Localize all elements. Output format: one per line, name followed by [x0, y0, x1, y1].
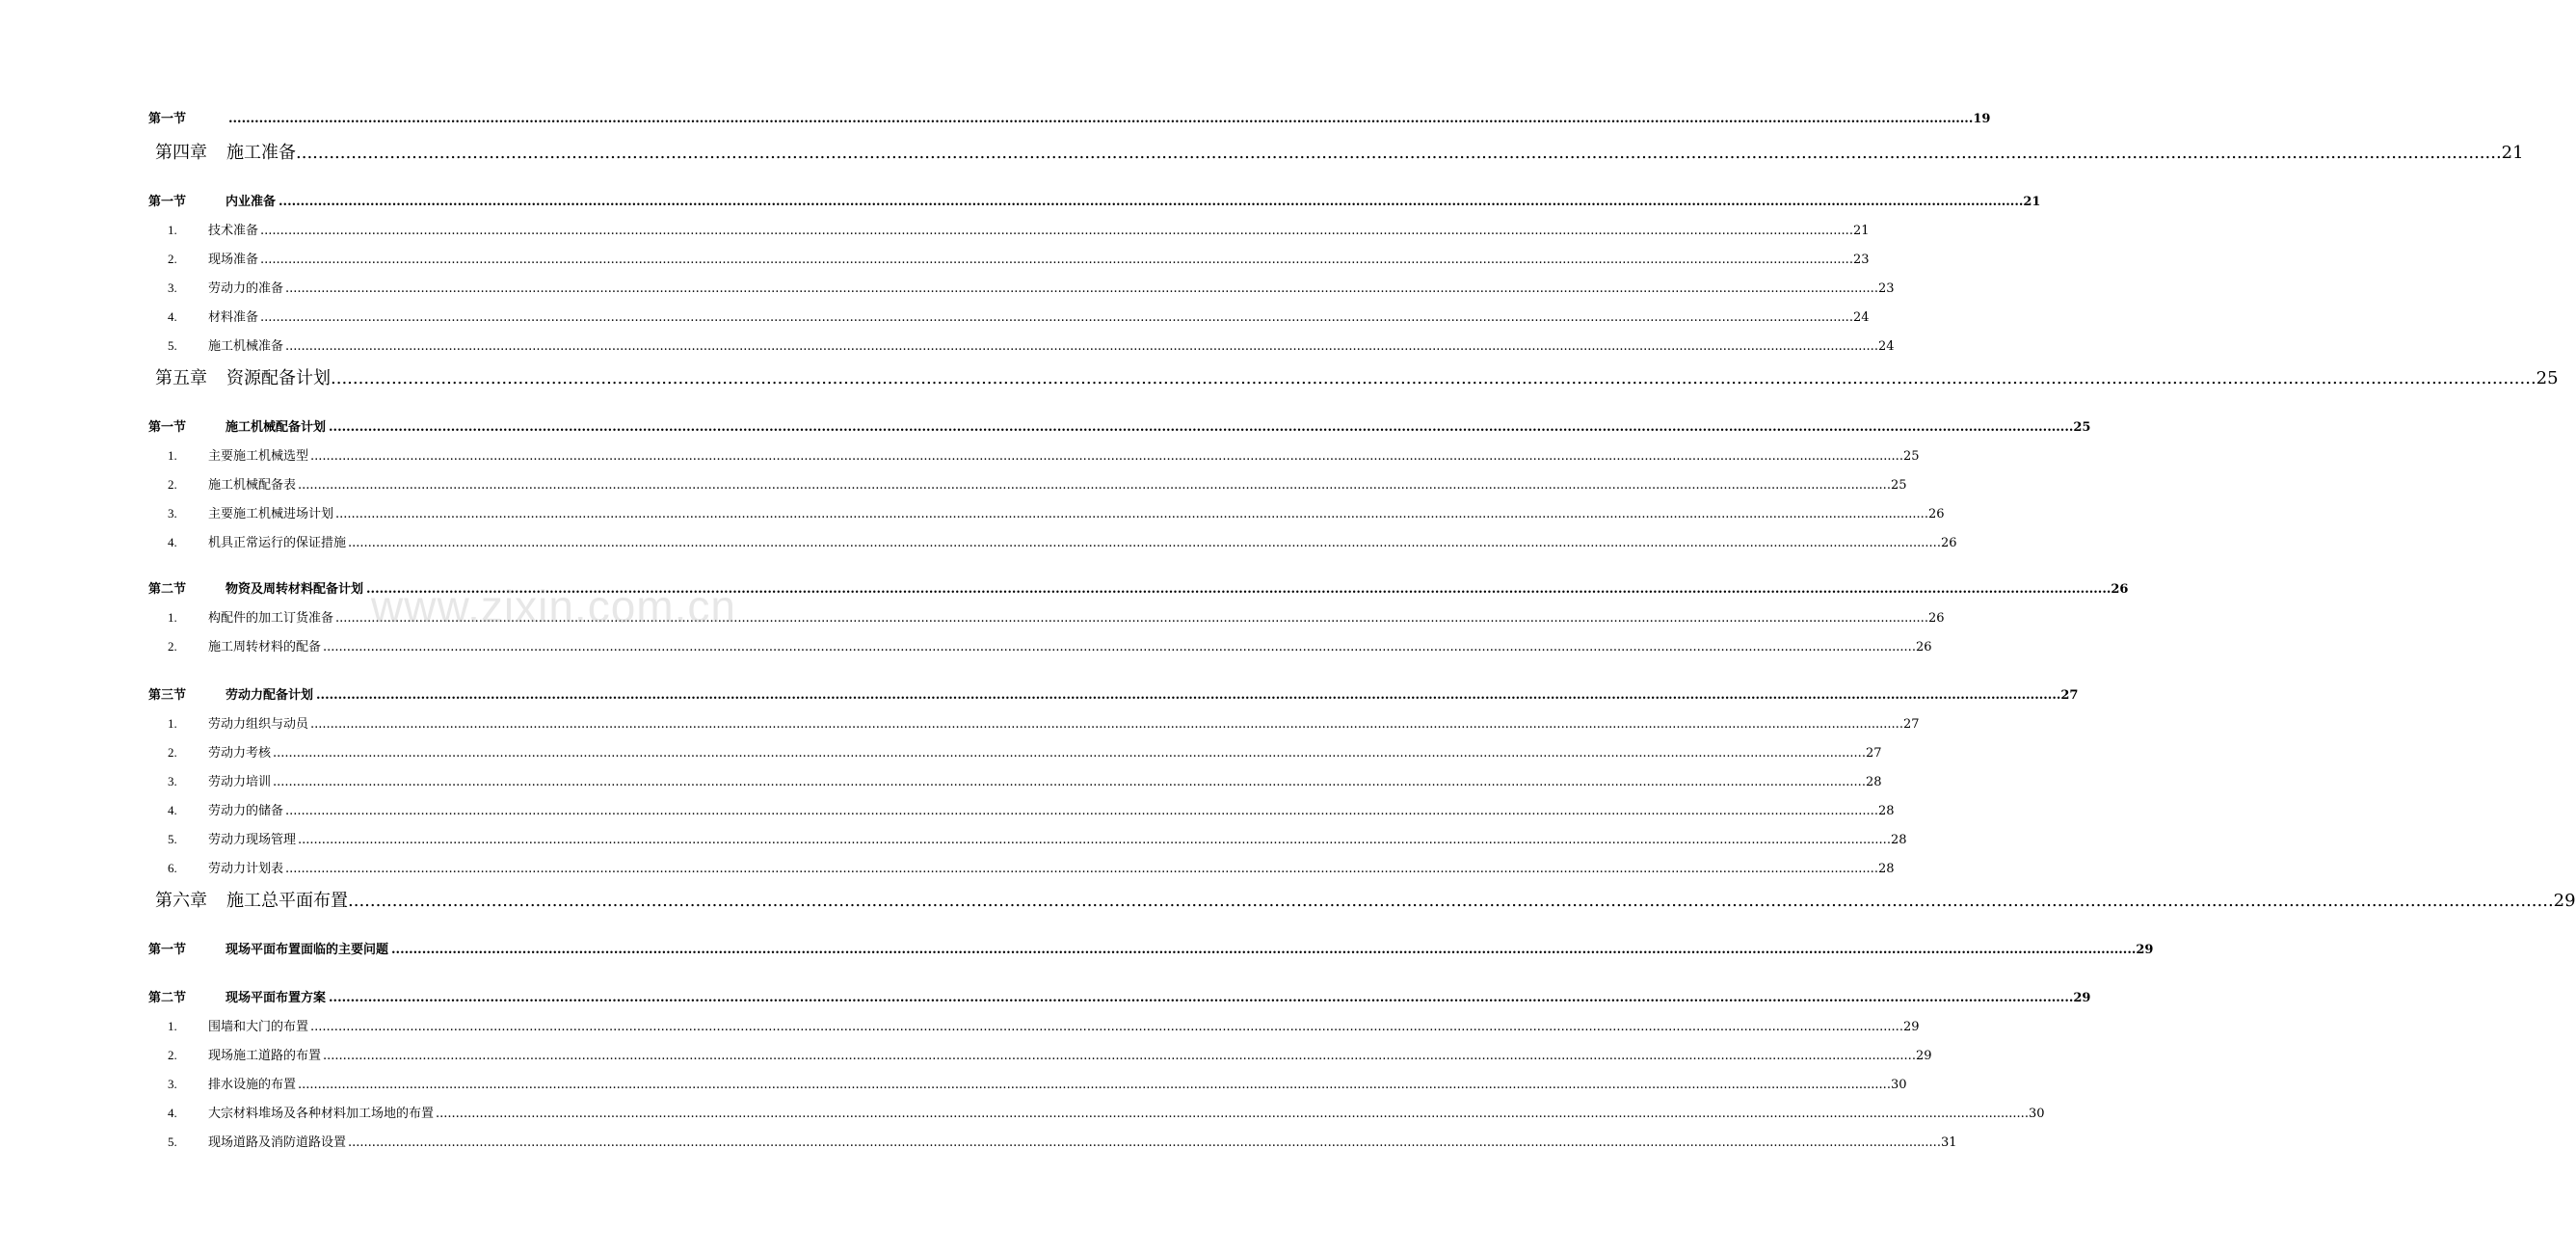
toc-item-row[interactable] — [168, 713, 1920, 732]
toc-item-row[interactable] — [168, 771, 1882, 789]
toc-page-number: 27 — [1902, 717, 1920, 732]
toc-entry-number: 5. — [168, 338, 177, 353]
toc-page-number: 26 — [1927, 507, 1945, 521]
toc-page-number: 25 — [2073, 420, 2091, 435]
toc-page-number: 29 — [2073, 991, 2091, 1005]
toc-item-row[interactable] — [168, 829, 1907, 847]
toc-page-number: 29 — [2553, 891, 2576, 911]
toc-chapter-row[interactable] — [155, 139, 2524, 164]
toc-entry-title: 主要施工机械选型 — [208, 449, 309, 464]
toc-entry-title: 现场准备 — [208, 253, 259, 267]
dot-leader: ................................................................................................................................................................................................................................................................................................................................................................................................................ — [436, 1107, 2029, 1121]
toc-item-row[interactable] — [168, 307, 1870, 325]
toc-section-row[interactable] — [148, 987, 2091, 1005]
dot-leader: ................................................................................................................................................................................................................................................................................................................................................................................................................ — [348, 1135, 1941, 1150]
toc-page-number: 24 — [1877, 339, 1895, 354]
dot-leader: ................................................................................................................................................................................................................................................................................................................................................................................................................ — [366, 582, 2111, 597]
toc-entry-number: 第三节 — [148, 688, 187, 703]
dot-leader: ................................................................................................................................................................................................................................................................................................................................................................................................................ — [310, 1020, 1903, 1034]
toc-page-number: 25 — [2536, 368, 2559, 388]
toc-item-row[interactable] — [168, 1045, 1932, 1063]
toc-entry-title: 内业准备 — [226, 195, 277, 209]
dot-leader: ................................................................................................................................................................................................................................................................................................................................................................................................................ — [273, 775, 1866, 789]
toc-entry-number: 4. — [168, 535, 177, 549]
toc-chapter-row[interactable] — [155, 887, 2576, 912]
dot-leader: ................................................................................................................................................................................................................................................................................................................................................................................................................ — [310, 449, 1903, 464]
toc-section-row[interactable] — [148, 416, 2091, 435]
toc-entry-title: 排水设施的布置 — [208, 1078, 297, 1092]
dot-leader: ................................................................................................................................................................................................................................................................................................................................................................................................................ — [316, 688, 2061, 703]
watermark: www.zixin.com.cn — [371, 581, 736, 631]
toc-entry-number: 1. — [168, 610, 177, 625]
toc-item-row[interactable] — [168, 1132, 1957, 1150]
toc-entry-number: 2. — [168, 639, 177, 654]
toc-entry-title: 资源配备计划 — [226, 368, 331, 388]
dot-leader: ................................................................................................................................................................................................................................................................................................................................................................................................................ — [323, 1049, 1916, 1063]
toc-entry-title: 材料准备 — [208, 310, 259, 325]
toc-entry-number: 第五章 — [155, 368, 207, 388]
toc-section-row[interactable] — [148, 939, 2154, 957]
toc-page-number: 21 — [2501, 143, 2524, 163]
dot-leader: ................................................................................................................................................................................................................................................................................................................................................................................................................ — [285, 804, 1878, 818]
toc-entry-number: 第一节 — [148, 943, 187, 957]
toc-entry-number: 3. — [168, 506, 177, 521]
toc-item-row[interactable] — [168, 278, 1895, 296]
dot-leader: ................................................................................................................................................................................................................................................................................................................................................................................................................ — [335, 507, 1928, 521]
dot-leader: ................................................................................................................................................................................................................................................................................................................................................................................................................ — [260, 253, 1853, 267]
toc-entry-number: 6. — [168, 861, 177, 875]
toc-chapter-row[interactable] — [155, 364, 2559, 389]
dot-leader: ................................................................................................................................................................................................................................................................................................................................................................................................................ — [296, 143, 2502, 163]
toc-page-number: 28 — [1890, 833, 1907, 847]
toc-item-row[interactable] — [168, 474, 1907, 493]
toc-item-row[interactable] — [168, 636, 1932, 654]
toc-entry-number: 1. — [168, 716, 177, 731]
toc-entry-title: 主要施工机械进场计划 — [208, 507, 334, 521]
dot-leader: ................................................................................................................................................................................................................................................................................................................................................................................................................ — [331, 368, 2536, 388]
toc-entry-number: 4. — [168, 803, 177, 817]
toc-entry-number: 3. — [168, 1077, 177, 1091]
dot-leader: ................................................................................................................................................................................................................................................................................................................................................................................................................ — [260, 224, 1853, 238]
toc-entry-number: 4. — [168, 1106, 177, 1120]
toc-page-number: 26 — [1927, 611, 1945, 626]
toc-page-number: 28 — [1865, 775, 1882, 789]
toc-page-number: 28 — [1877, 804, 1895, 818]
toc-entry-number: 第一节 — [148, 195, 187, 209]
dot-leader: ................................................................................................................................................................................................................................................................................................................................................................................................................ — [348, 536, 1941, 550]
toc-page-number: 28 — [1877, 862, 1895, 876]
toc-item-row[interactable] — [168, 800, 1895, 818]
toc-entry-title: 劳动力组织与动员 — [208, 717, 309, 732]
toc-entry-title: 现场平面布置方案 — [226, 991, 327, 1005]
toc-page-number: 29 — [2136, 943, 2154, 957]
toc-section-row[interactable] — [148, 684, 2079, 703]
toc-entry-number: 2. — [168, 745, 177, 760]
toc-entry-title: 劳动力计划表 — [208, 862, 284, 876]
toc-entry-number: 第一节 — [148, 112, 187, 126]
toc-item-row[interactable] — [168, 1016, 1920, 1034]
toc-entry-title: 现场施工道路的布置 — [208, 1049, 322, 1063]
toc-entry-title: 劳动力培训 — [208, 775, 272, 789]
toc-page-number: 23 — [1852, 253, 1870, 267]
toc-page-number: 19 — [1973, 112, 1991, 126]
toc-page-number: 26 — [1940, 536, 1957, 550]
toc-entry-title: 施工总平面布置 — [226, 891, 348, 911]
toc-item-row[interactable] — [168, 220, 1870, 238]
toc-entry-title: 施工机械配备计划 — [226, 420, 327, 435]
toc-page-number: 27 — [2060, 688, 2079, 703]
toc-entry-number: 2. — [168, 252, 177, 266]
dot-leader: ................................................................................................................................................................................................................................................................................................................................................................................................................ — [310, 717, 1903, 732]
toc-entry-number: 4. — [168, 309, 177, 324]
toc-entry-number: 1. — [168, 223, 177, 237]
toc-item-row[interactable] — [168, 503, 1945, 521]
toc-entry-title: 大宗材料堆场及各种材料加工场地的布置 — [208, 1107, 435, 1121]
toc-item-row[interactable] — [168, 1103, 2045, 1121]
toc-section-row[interactable] — [148, 191, 2041, 209]
dot-leader: ................................................................................................................................................................................................................................................................................................................................................................................................................ — [279, 195, 2024, 209]
toc-entry-title: 物资及周转材料配备计划 — [226, 582, 364, 597]
toc-page-number: 26 — [1915, 640, 1932, 654]
toc-page-number: 25 — [1902, 449, 1920, 464]
toc-entry-title: 现场平面布置面临的主要问题 — [226, 943, 389, 957]
toc-page-number: 25 — [1890, 478, 1907, 493]
toc-entry-title: 施工准备 — [226, 143, 296, 163]
dot-leader: ................................................................................................................................................................................................................................................................................................................................................................................................................ — [273, 746, 1866, 761]
dot-leader: ................................................................................................................................................................................................................................................................................................................................................................................................................ — [298, 478, 1891, 493]
toc-entry-title: 施工机械准备 — [208, 339, 284, 354]
toc-entry-number: 第一节 — [148, 420, 187, 435]
dot-leader: ................................................................................................................................................................................................................................................................................................................................................................................................................ — [260, 310, 1853, 325]
toc-page-number: 27 — [1865, 746, 1882, 761]
dot-leader: ................................................................................................................................................................................................................................................................................................................................................................................................................ — [329, 991, 2074, 1005]
toc-page-number: 21 — [1852, 224, 1870, 238]
dot-leader: ................................................................................................................................................................................................................................................................................................................................................................................................................ — [298, 1078, 1891, 1092]
toc-entry-number: 第四章 — [155, 143, 207, 163]
toc-section-row[interactable] — [148, 108, 1991, 126]
toc-entry-title: 劳动力现场管理 — [208, 833, 297, 847]
toc-entry-number: 5. — [168, 1135, 177, 1149]
toc-entry-number: 1. — [168, 448, 177, 463]
toc-entry-number: 2. — [168, 477, 177, 492]
dot-leader: ................................................................................................................................................................................................................................................................................................................................................................................................................ — [391, 943, 2137, 957]
toc-entry-title: 劳动力配备计划 — [226, 688, 314, 703]
dot-leader: ................................................................................................................................................................................................................................................................................................................................................................................................................ — [285, 862, 1878, 876]
toc-entry-title: 现场道路及消防道路设置 — [208, 1135, 347, 1150]
dot-leader: ................................................................................................................................................................................................................................................................................................................................................................................................................ — [298, 833, 1891, 847]
toc-item-row[interactable] — [168, 1074, 1907, 1092]
toc-page-number: 23 — [1877, 281, 1895, 296]
dot-leader: ................................................................................................................................................................................................................................................................................................................................................................................................................ — [228, 112, 1974, 126]
toc-entry-title: 劳动力的准备 — [208, 281, 284, 296]
toc-page-number: 26 — [2111, 582, 2129, 597]
toc-item-row[interactable] — [168, 445, 1920, 464]
toc-item-row[interactable] — [168, 858, 1895, 876]
toc-item-row[interactable] — [168, 249, 1870, 267]
toc-page-number: 29 — [1915, 1049, 1932, 1063]
toc-item-row[interactable] — [168, 335, 1895, 354]
toc-entry-title: 技术准备 — [208, 224, 259, 238]
toc-page-number: 30 — [2028, 1107, 2045, 1121]
dot-leader: ................................................................................................................................................................................................................................................................................................................................................................................................................ — [323, 640, 1916, 654]
toc-page-number: 24 — [1852, 310, 1870, 325]
toc-entry-title: 劳动力考核 — [208, 746, 272, 761]
toc-entry-number: 1. — [168, 1019, 177, 1033]
toc-entry-number: 第二节 — [148, 991, 187, 1005]
dot-leader: ................................................................................................................................................................................................................................................................................................................................................................................................................ — [285, 339, 1878, 354]
toc-entry-number: 5. — [168, 832, 177, 846]
toc-page-number: 31 — [1940, 1135, 1957, 1150]
dot-leader: ................................................................................................................................................................................................................................................................................................................................................................................................................ — [329, 420, 2074, 435]
toc-item-row[interactable] — [168, 742, 1882, 761]
toc-entry-title: 构配件的加工订货准备 — [208, 611, 334, 626]
toc-page-number: 30 — [1890, 1078, 1907, 1092]
toc-item-row[interactable] — [168, 532, 1957, 550]
toc-entry-title: 施工周转材料的配备 — [208, 640, 322, 654]
toc-page-number: 21 — [2023, 195, 2041, 209]
toc-entry-number: 2. — [168, 1048, 177, 1062]
dot-leader: ................................................................................................................................................................................................................................................................................................................................................................................................................ — [285, 281, 1878, 296]
dot-leader: ................................................................................................................................................................................................................................................................................................................................................................................................................ — [348, 891, 2554, 911]
dot-leader: ................................................................................................................................................................................................................................................................................................................................................................................................................ — [335, 611, 1928, 626]
toc-entry-title: 围墙和大门的布置 — [208, 1020, 309, 1034]
toc-entry-number: 第二节 — [148, 582, 187, 597]
toc-entry-number: 第六章 — [155, 891, 207, 911]
toc-entry-title: 施工机械配备表 — [208, 478, 297, 493]
toc-entry-number: 3. — [168, 774, 177, 788]
toc-page-number: 29 — [1902, 1020, 1920, 1034]
toc-entry-title: 机具正常运行的保证措施 — [208, 536, 347, 550]
toc-entry-title: 劳动力的储备 — [208, 804, 284, 818]
toc-entry-number: 3. — [168, 280, 177, 295]
